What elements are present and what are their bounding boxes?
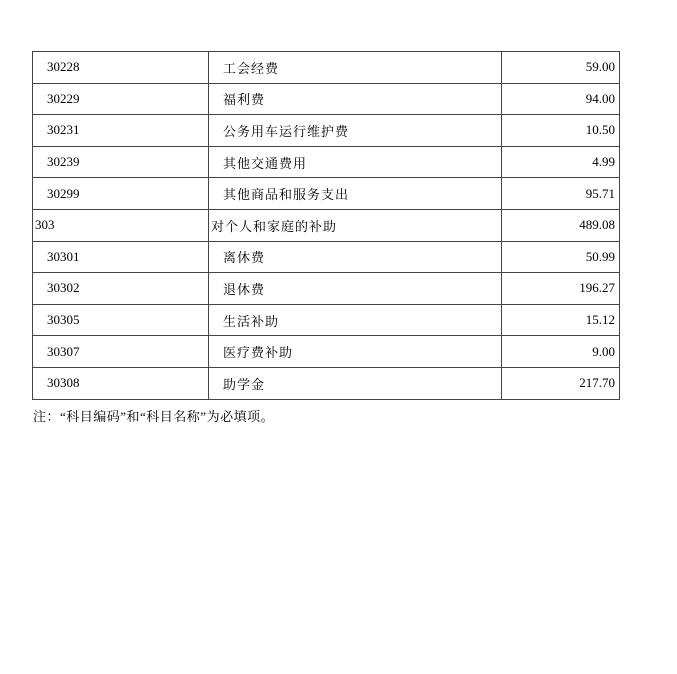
subject-code-cell: 30302 xyxy=(33,273,209,305)
subject-name-cell: 福利费 xyxy=(209,83,502,115)
amount-cell: 489.08 xyxy=(502,209,620,241)
subject-code-cell: 30308 xyxy=(33,367,209,399)
table-row xyxy=(33,146,620,178)
subject-name-cell: 退休费 xyxy=(209,273,502,305)
amount-cell: 196.27 xyxy=(502,273,620,305)
table-row xyxy=(33,52,620,84)
subject-name-cell: 其他商品和服务支出 xyxy=(209,178,502,210)
subject-code-cell: 30305 xyxy=(33,304,209,336)
subject-code-cell: 30229 xyxy=(33,83,209,115)
subject-code-cell: 30239 xyxy=(33,146,209,178)
budget-table xyxy=(32,51,620,400)
table-row xyxy=(33,367,620,399)
amount-cell: 50.99 xyxy=(502,241,620,273)
table-row xyxy=(33,273,620,305)
amount-cell: 217.70 xyxy=(502,367,620,399)
subject-code-cell: 30301 xyxy=(33,241,209,273)
table-row xyxy=(33,336,620,368)
subject-name-cell: 工会经费 xyxy=(209,52,502,84)
table-row xyxy=(33,304,620,336)
amount-cell: 94.00 xyxy=(502,83,620,115)
subject-name-cell: 公务用车运行维护费 xyxy=(209,115,502,147)
subject-name-cell: 生活补助 xyxy=(209,304,502,336)
amount-cell: 15.12 xyxy=(502,304,620,336)
subject-code-cell: 30299 xyxy=(33,178,209,210)
subject-code-cell: 30228 xyxy=(33,52,209,84)
subject-name-cell: 助学金 xyxy=(209,367,502,399)
amount-cell: 95.71 xyxy=(502,178,620,210)
table-row xyxy=(33,115,620,147)
amount-cell: 4.99 xyxy=(502,146,620,178)
subject-name-cell: 对个人和家庭的补助 xyxy=(209,209,502,241)
table-body xyxy=(33,52,620,400)
table-row xyxy=(33,178,620,210)
subject-code-cell: 30231 xyxy=(33,115,209,147)
table-row xyxy=(33,209,620,241)
subject-code-cell: 30307 xyxy=(33,336,209,368)
table-row xyxy=(33,241,620,273)
subject-name-cell: 其他交通费用 xyxy=(209,146,502,178)
footnote: 注：“科目编码”和“科目名称”为必填项。 xyxy=(33,409,275,424)
table-row xyxy=(33,83,620,115)
amount-cell: 59.00 xyxy=(502,52,620,84)
subject-name-cell: 医疗费补助 xyxy=(209,336,502,368)
subject-name-cell: 离休费 xyxy=(209,241,502,273)
amount-cell: 10.50 xyxy=(502,115,620,147)
subject-code-cell: 303 xyxy=(33,209,209,241)
amount-cell: 9.00 xyxy=(502,336,620,368)
